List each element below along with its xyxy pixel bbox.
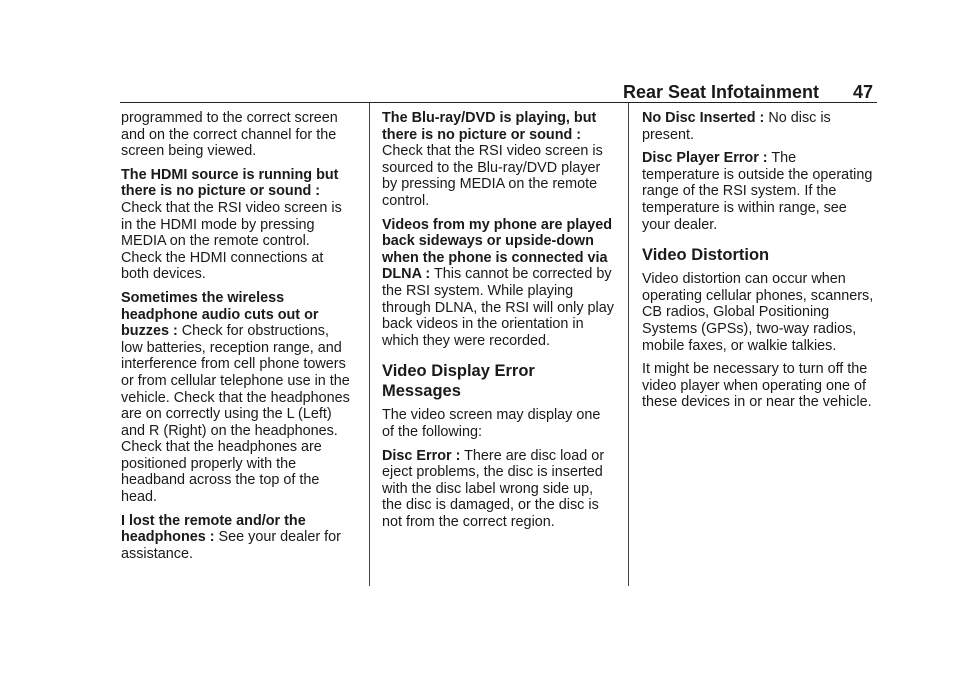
section-heading: Video Display Error Messages bbox=[382, 362, 535, 401]
term: The Blu-ray/DVD is playing, but there is no picture or sound : bbox=[382, 110, 597, 143]
paragraph bbox=[121, 290, 353, 506]
description: There are disc load or eject problems, the disc is inserted with the disc label wrong side up, the disc is damaged, or the disc is not from the correct region. bbox=[382, 447, 605, 530]
paragraph bbox=[121, 167, 353, 283]
paragraph bbox=[382, 448, 614, 531]
column-1 bbox=[121, 110, 353, 569]
column-divider bbox=[628, 103, 629, 586]
term: Disc Error : bbox=[382, 447, 461, 464]
page-header bbox=[120, 82, 877, 103]
term: Disc Player Error : bbox=[642, 150, 768, 167]
page-number: 47 bbox=[852, 82, 873, 102]
description: No disc is present. bbox=[642, 110, 831, 143]
paragraph: The video screen may display one of the following: bbox=[382, 407, 601, 440]
term: Sometimes the wireless headphone audio cuts out or buzzes : bbox=[121, 289, 319, 340]
paragraph bbox=[382, 217, 614, 350]
column-3 bbox=[642, 110, 874, 418]
description: See your dealer for assistance. bbox=[121, 529, 341, 562]
paragraph bbox=[121, 513, 353, 563]
term: No Disc Inserted : bbox=[642, 110, 765, 126]
column-divider bbox=[369, 103, 370, 586]
term: Videos from my phone are played back sideways or upside-down when the phone is connected via DLNA : bbox=[382, 216, 613, 283]
paragraph: It might be necessary to turn off the video player when operating one of these devices in or near the vehicle. bbox=[642, 361, 872, 411]
section-heading: Video Distortion bbox=[642, 246, 770, 265]
paragraph bbox=[642, 110, 874, 143]
description: Check that the RSI video screen is in the HDMI mode by pressing MEDIA on the remote control. Check the HDMI connections at both devices. bbox=[121, 199, 342, 283]
description: Check for obstructions, low batteries, reception range, and interference from cell phone towers or from cellular telephone use in the vehicle. Check that the headphones are on correctly using the L (Left) and R (Right) on the headphones. Check that the headphones are positioned properly with the headband across the top of the head. bbox=[121, 323, 350, 506]
paragraph bbox=[382, 110, 614, 210]
description: Check that the RSI video screen is sourced to the Blu-ray/DVD player by pressing MEDIA on the remote control. bbox=[382, 143, 603, 209]
column-2 bbox=[382, 110, 614, 537]
description: This cannot be corrected by the RSI system. While playing through DLNA, the RSI will only play back videos in the orientation in which they were recorded. bbox=[382, 266, 614, 349]
paragraph bbox=[642, 150, 874, 233]
description: The temperature is outside the operating range of the RSI system. If the temperature is within range, see your dealer. bbox=[642, 150, 873, 233]
paragraph: programmed to the correct screen and on the correct channel for the screen being viewed. bbox=[121, 110, 338, 160]
term: I lost the remote and/or the headphones : bbox=[121, 512, 306, 546]
paragraph: Video distortion can occur when operating cellular phones, scanners, CB radios, Global Positioning Systems (GPSs), two-way radios, mobile faxes, or walkie talkies. bbox=[642, 271, 874, 354]
term: The HDMI source is running but there is no picture or sound : bbox=[121, 166, 339, 200]
section-title: Rear Seat Infotainment bbox=[622, 82, 819, 102]
